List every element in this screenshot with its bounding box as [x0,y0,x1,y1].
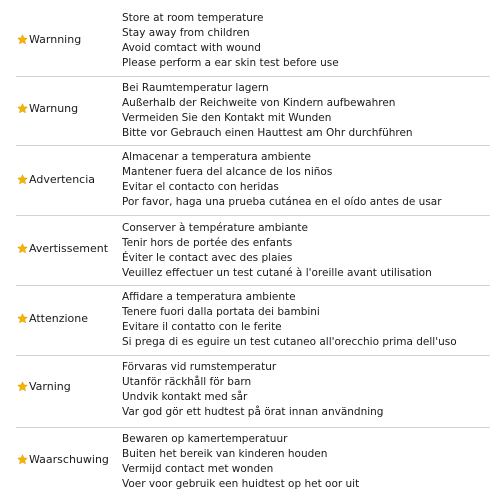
section-label-text: Attenzione [29,312,88,325]
star-icon [17,174,28,185]
instruction-list [122,221,494,281]
section-label [17,312,88,326]
section-label [17,242,108,256]
instruction-line: Vermijd contact met wonden [122,462,274,475]
section-label-text: Warnning [29,33,82,46]
instruction-line: Bei Raumtemperatur lagern [122,82,269,94]
instruction-list [122,432,494,492]
section-divider [16,285,490,286]
instruction-line: Please perform a ear skin test before use [122,56,339,69]
section-label [17,173,95,187]
instruction-line: Evitar el contacto con heridas [122,180,279,193]
section-label-text: Avertissement [29,242,109,255]
section-label [17,380,71,394]
instruction-list [122,290,494,350]
instruction-line: Buiten het bereik van kinderen houden [122,447,328,460]
instruction-list [122,360,494,420]
instruction-line: Por favor, haga una prueba cutánea en el oído antes de usar [122,195,442,208]
section-divider [16,215,490,216]
instruction-line: Förvaras vid rumstemperatur [122,361,277,373]
instruction-list [122,150,494,210]
instruction-line: Conserver à température ambiante [122,222,309,234]
instruction-line: Store at room temperature [122,12,264,24]
instruction-line: Si prega di es eguire un test cutaneo all'orecchio prima dell'uso [122,335,457,348]
instruction-list [122,81,494,141]
star-icon [17,381,28,392]
section-label-text: Waarschuwing [29,453,109,466]
star-icon [17,313,28,324]
section-divider [16,145,490,146]
instruction-line: Undvik kontakt med sår [122,390,248,403]
instruction-line: Bitte vor Gebrauch einen Hauttest am Ohr durchführen [122,126,413,139]
section-label-text: Advertencia [29,173,96,186]
instruction-line: Voer voor gebruik een huidtest op het oor uit [122,477,360,490]
star-icon [17,243,28,254]
section-label [17,453,109,467]
instruction-list [122,11,494,71]
star-icon [17,34,28,45]
section-label-text: Varning [29,380,71,393]
instruction-line: Veuillez effectuer un test cutané à l'oreille avant utilisation [122,266,432,279]
instruction-line: Evitare il contatto con le ferite [122,320,282,333]
instruction-line: Bewaren op kamertemperatuur [122,433,288,445]
instruction-line: Außerhalb der Reichweite von Kindern aufbewahren [122,96,396,109]
instruction-line: Tenere fuori dalla portata dei bambini [122,305,320,318]
section-label [17,33,81,47]
instruction-line: Almacenar a temperatura ambiente [122,151,311,163]
instruction-line: Avoid comtact with wound [122,41,261,54]
section-divider [16,355,490,356]
instruction-line: Éviter le contact avec des plaies [122,251,293,264]
instruction-line: Utanför räckhåll för barn [122,375,252,388]
section-label [17,102,78,116]
instruction-line: Mantener fuera del alcance de los niños [122,165,333,178]
section-label-text: Warnung [29,102,79,115]
section-divider [16,427,490,428]
section-divider [16,76,490,77]
instruction-line: Stay away from children [122,26,250,39]
instruction-line: Vermeiden Sie den Kontakt mit Wunden [122,111,332,124]
instruction-line: Var god gör ett hudtest på örat innan användning [122,405,384,418]
star-icon [17,103,28,114]
instruction-line: Tenir hors de portée des enfants [122,236,293,249]
star-icon [17,454,28,465]
instruction-line: Affidare a temperatura ambiente [122,291,296,303]
